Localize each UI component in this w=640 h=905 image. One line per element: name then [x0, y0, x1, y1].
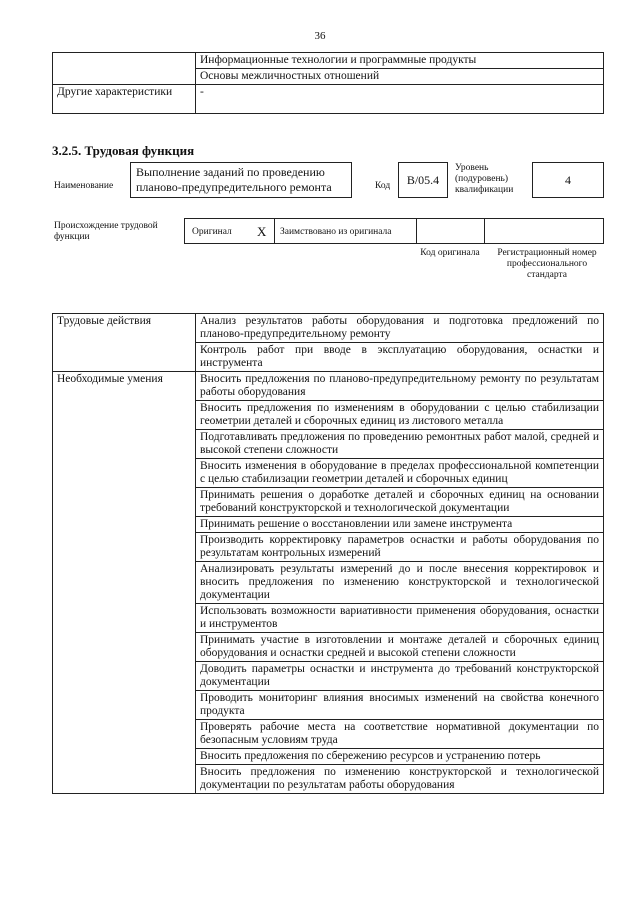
table-cell: Вносить предложения по планово-предупредительному ремонту по результатам работы оборудования — [196, 372, 604, 401]
table-cell: Анализировать результаты измерений до и после внесения корректировок и вносить предложения по изменению конструкторской и технологической документации — [196, 562, 604, 604]
origin-label: Происхождение трудовой функции — [54, 221, 158, 242]
code-box: B/05.4 — [398, 162, 448, 198]
page-number: 36 — [314, 30, 326, 42]
table-cell: Вносить предложения по изменениям в оборудовании с целью стабилизации геометрии деталей и сборочных единиц из листового металла — [196, 401, 604, 430]
code-caption: Код оригинала — [420, 248, 480, 258]
divider — [274, 218, 275, 244]
table-cell: Подготавливать предложения по проведению ремонтных работ малой, средней и высокой степени сложности — [196, 430, 604, 459]
level-box: 4 — [532, 162, 604, 198]
table-cell: Проводить мониторинг влияния вносимых изменений на свойства конечного продукта — [196, 691, 604, 720]
group-label: Необходимые умения — [53, 372, 196, 794]
table-row — [53, 85, 604, 114]
name-label: Наименование — [54, 181, 114, 191]
table-cell: Вносить предложения по изменению конструкторской и технологической документации по результатам работы оборудования — [196, 765, 604, 794]
table-row — [53, 314, 604, 343]
table-cell: Производить корректировку параметров оснастки и работы оборудования по результатам контрольных измерений — [196, 533, 604, 562]
table-cell: Контроль работ при вводе в эксплуатацию оборудования, оснастки и инструмента — [196, 343, 604, 372]
table-cell: - — [196, 85, 604, 114]
main-table — [52, 313, 604, 794]
code-label: Код — [375, 181, 391, 191]
table-cell: Доводить параметры оснастки и инструмента до требований конструкторской документации — [196, 662, 604, 691]
group-label: Трудовые действия — [53, 314, 196, 372]
top-table — [52, 52, 604, 114]
table-cell: Анализ результатов работы оборудования и подготовка предложений по планово-предупредительному ремонту — [196, 314, 604, 343]
borrowed-label: Заимствовано из оригинала — [280, 227, 392, 237]
table-cell: Вносить предложения по сбережению ресурсов и устранению потерь — [196, 749, 604, 765]
table-row — [53, 372, 604, 401]
table-cell: Принимать решения о доработке деталей и сборочных единиц на основании требований конструкторской и технологической документации — [196, 488, 604, 517]
original-label: Оригинал — [192, 227, 232, 237]
table-cell: Проверять рабочие места на соответствие нормативной документации по безопасным условиям труда — [196, 720, 604, 749]
divider — [416, 218, 417, 244]
section-heading: 3.2.5. Трудовая функция — [52, 143, 195, 158]
table-cell: Принимать участие в изготовлении и монтаже деталей и сборочных единиц оборудования и оснастки средней и высокой степени сложности — [196, 633, 604, 662]
table-cell: Основы межличностных отношений — [196, 69, 604, 85]
function-name-box: Выполнение заданий по проведению планово-предупредительного ремонта — [130, 162, 352, 198]
original-mark: X — [257, 224, 267, 239]
table-cell: Принимать решение о восстановлении или замене инструмента — [196, 517, 604, 533]
table-cell: Использовать возможности вариативности применения оборудования, оснастки и инструментов — [196, 604, 604, 633]
level-label: Уровень (подуровень) квалификации — [455, 163, 514, 195]
reg-caption: Регистрационный номер профессионального стандарта — [497, 248, 597, 280]
origin-box — [184, 218, 604, 244]
table-row — [53, 53, 604, 69]
table-cell-label — [53, 53, 196, 85]
table-cell: Вносить изменения в оборудование в пределах профессиональной компетенции с целью стабилизации геометрии деталей и сборочных единиц — [196, 459, 604, 488]
table-cell: Информационные технологии и программные продукты — [196, 53, 604, 69]
table-cell-label: Другие характеристики — [53, 85, 196, 114]
divider — [484, 218, 485, 244]
